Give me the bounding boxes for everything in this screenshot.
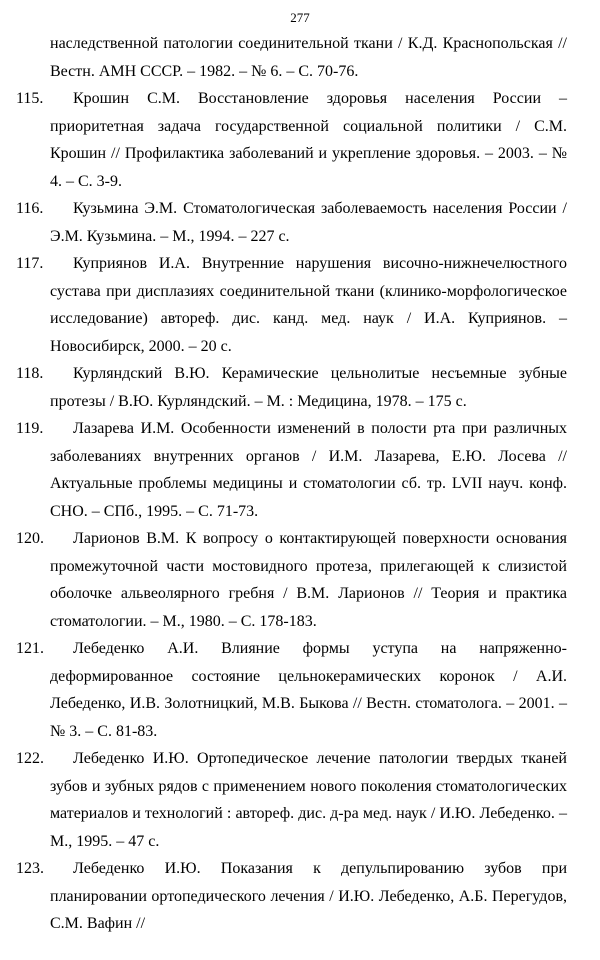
reference-text: Лебеденко А.И. Влияние формы уступа на напряженно-деформированное состояние цельнокерамических коронок / А.И. Лебеденко, И.В. Золотницкий, М.В. Быкова // Вестн. стоматолога. – 2001. – № 3. – С. 81-83. bbox=[50, 640, 567, 740]
reference-text: Лебеденко И.Ю. Ортопедическое лечение патологии твердых тканей зубов и зубных рядов с применением нового поколения стоматологических материалов и технологий : автореф. дис. д-ра мед. наук / И.Ю. Лебеденко. – М., 1995. – 47 с. bbox=[50, 750, 567, 850]
reference-text: Лебеденко И.Ю. Показания к депульпированию зубов при планировании ортопедического лечения / И.Ю. Лебеденко, А.Б. Перегудов, С.М. Вафин // bbox=[50, 860, 567, 932]
reference-number: 122. bbox=[16, 750, 44, 767]
reference-text: Крошин С.М. Восстановление здоровья населения России – приоритетная задача государственной социальной политики / С.М. Крошин // Профилактика заболеваний и укрепление здоровья. – 2003. – № 4. – С. 3-9. bbox=[50, 90, 567, 190]
reference-item bbox=[16, 250, 567, 360]
reference-item bbox=[16, 85, 567, 195]
reference-item bbox=[16, 415, 567, 525]
reference-item bbox=[16, 360, 567, 415]
reference-text: Лазарева И.М. Особенности изменений в полости рта при различных заболеваниях внутренних органов / И.М. Лазарева, Е.Ю. Лосева // Актуальные проблемы медицины и стоматологии сб. тр. LVII науч. конф. СНО. – СПб., 1995. – С. 71-73. bbox=[50, 420, 567, 520]
page-number: 277 bbox=[290, 10, 310, 25]
reference-number: 118. bbox=[16, 365, 44, 382]
reference-text: Курляндский В.Ю. Керамические цельнолитые несъемные зубные протезы / В.Ю. Курляндский. – М. : Медицина, 1978. – 175 с. bbox=[50, 365, 567, 410]
reference-item bbox=[16, 855, 567, 938]
reference-number: 121. bbox=[16, 640, 44, 657]
reference-number: 115. bbox=[16, 90, 44, 107]
reference-number: 116. bbox=[16, 200, 44, 217]
reference-item bbox=[16, 195, 567, 250]
reference-list bbox=[16, 30, 567, 938]
reference-text: Куприянов И.А. Внутренние нарушения височно-нижнечелюстного сустава при дисплазиях соединительной ткани (клинико-морфологическое исследование) автореф. дис. канд. мед. наук / И.А. Куприянов. – Новосибирск, 2000. – 20 с. bbox=[50, 255, 567, 355]
reference-number: 117. bbox=[16, 255, 44, 272]
reference-item bbox=[16, 635, 567, 745]
reference-text: Кузьмина Э.М. Стоматологическая заболеваемость населения России / Э.М. Кузьмина. – М., 1994. – 227 с. bbox=[50, 200, 567, 245]
reference-number: 119. bbox=[16, 420, 44, 437]
reference-text: Ларионов В.М. К вопросу о контактирующей поверхности основания промежуточной части мостовидного протеза, прилегающей к слизистой оболочке альвеолярного гребня / В.М. Ларионов // Теория и практика стоматологии. – М., 1980. – С. 178-183. bbox=[50, 530, 567, 630]
reference-continuation: наследственной патологии соединительной ткани / К.Д. Краснопольская // Вестн. АМН СССР. – 1982. – № 6. – С. 70-76. bbox=[50, 35, 567, 80]
reference-item bbox=[16, 745, 567, 855]
reference-number: 120. bbox=[16, 530, 44, 547]
reference-item bbox=[16, 525, 567, 635]
reference-number: 123. bbox=[16, 860, 44, 877]
